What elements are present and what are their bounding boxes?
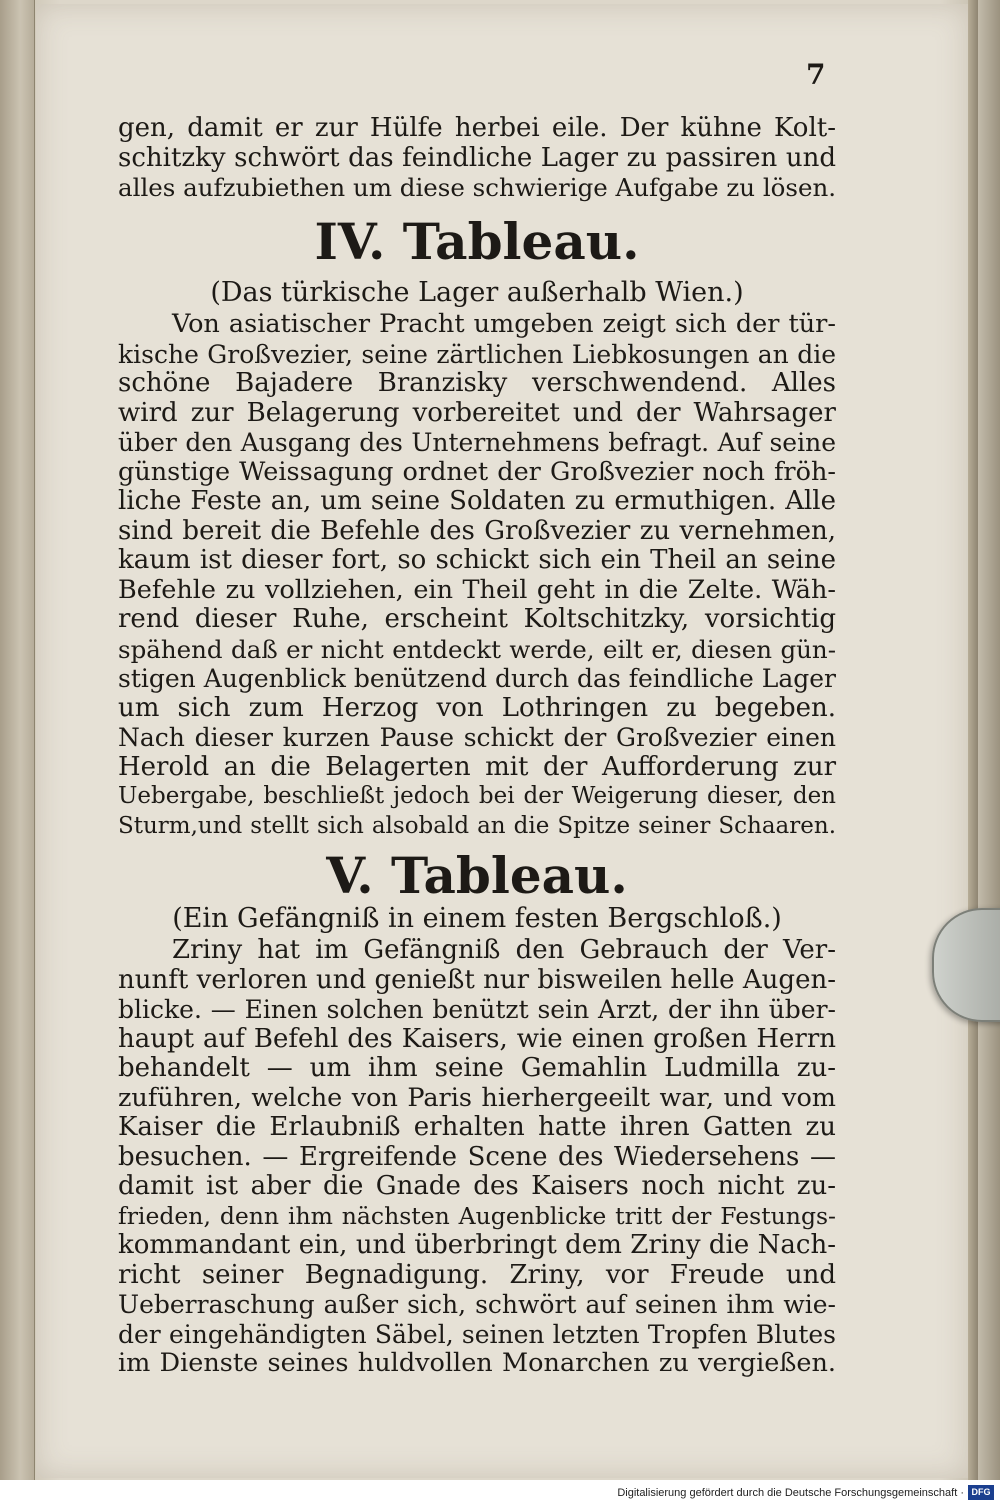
text-line: wird zur Belagerung vorbereitet und der Wahrsager [118, 397, 836, 428]
text-line: stigen Augenblick benützend durch das feindliche Lager [118, 664, 836, 693]
text-line: schitzky schwört das feindliche Lager zu passiren und [118, 142, 836, 173]
text-line: sind bereit die Befehle des Großvezier zu vernehmen, [118, 515, 836, 546]
text-line: nunft verloren und genießt nur bisweilen helle Augen- [118, 964, 836, 995]
text-line: günstige Weissagung ordnet der Großvezier noch fröh- [118, 456, 836, 487]
text-line: liche Feste an, um seine Soldaten zu ermuthigen. Alle [118, 486, 836, 516]
text-line: blicke. — Einen solchen benützt sein Arzt, der ihn über- [118, 995, 836, 1024]
text-line: kommandant ein, und überbringt dem Zriny die Nach- [118, 1230, 836, 1260]
footer-bar [0, 1480, 1000, 1506]
text-line: zuführen, welche von Paris hierhergeeilt war, und vom [118, 1082, 836, 1113]
text-line: besuchen. — Ergreifende Scene des Wiedersehens — [118, 1141, 836, 1172]
text-line: behandelt — um ihm seine Gemahlin Ludmilla zu- [118, 1053, 836, 1083]
text-line: damit ist aber die Gnade des Kaisers noch nicht zu- [118, 1171, 836, 1201]
text-line: Nach dieser kurzen Pause schickt der Großvezier einen [118, 723, 836, 752]
text-line: alles aufzubiethen um diese schwierige Aufgabe zu lösen. [118, 173, 837, 202]
text-line: Sturm,und stellt sich alsobald an die Spitze seiner Schaaren. [118, 812, 836, 839]
text-line: Zriny hat im Gefängniß den Gebrauch der Ver- [172, 935, 836, 965]
text-line: der eingehändigten Säbel, seinen letzten Tropfen Blutes [118, 1319, 836, 1349]
text-line: im Dienste seines huldvollen Monarchen zu vergießen. [118, 1348, 836, 1378]
text-line: richt seiner Begnadigung. Zriny, vor Freude und [118, 1259, 836, 1290]
text-line: kische Großvezier, seine zärtlichen Liebkosungen an die [118, 339, 836, 369]
dfg-logo: DFG [968, 1485, 994, 1500]
text-line: Herold an die Belagerten mit der Aufforderung zur [118, 751, 836, 782]
text-line: spähend daß er nicht entdeckt werde, eilt er, diesen gün- [118, 634, 836, 664]
paragraph-intro [118, 114, 836, 203]
text-line: kaum ist dieser fort, so schickt sich ein Theil an seine [118, 545, 836, 575]
footer-credit: Digitalisierung gefördert durch die Deutsche Forschungsgemeinschaft · [617, 1487, 964, 1499]
page-number: 7 [806, 58, 826, 91]
text-line: schöne Bajadere Branzisky verschwendend. Alles [118, 368, 836, 398]
text-line: Kaiser die Erlaubniß erhalten hatte ihren Gatten zu [118, 1112, 836, 1142]
text-line: Ueberraschung außer sich, schwört auf seinen ihm wie- [118, 1290, 836, 1319]
text-line: Von asiatischer Pracht umgeben zeigt sich der tür- [172, 309, 836, 339]
section-subheading-v: (Ein Gefängniß in einem festen Bergschloß.) [172, 903, 782, 934]
text-line: über den Ausgang des Unternehmens befragt. Auf seine [118, 428, 836, 457]
section-heading-iv: IV. Tableau. [314, 212, 640, 271]
text-line: rend dieser Ruhe, erscheint Koltschitzky, vorsichtig [118, 604, 836, 634]
text-line: Befehle zu vollziehen, ein Theil geht in die Zelte. Wäh- [118, 574, 836, 605]
paragraph-tableau-iv [118, 310, 836, 841]
previous-page-edge [0, 0, 35, 1480]
text-line: um sich zum Herzog von Lothringen zu begeben. [118, 692, 836, 723]
text-line: gen, damit er zur Hülfe herbei eile. Der kühne Kolt- [118, 113, 836, 143]
text-line: frieden, denn ihm nächsten Augenblicke tritt der Festungs- [118, 1201, 836, 1230]
section-subheading-iv: (Das türkische Lager außerhalb Wien.) [210, 277, 744, 308]
page-edge-shadow [968, 0, 978, 1480]
text-line: haupt auf Befehl des Kaisers, wie einen großen Herrn [118, 1023, 836, 1054]
text-line: Uebergabe, beschließt jedoch bei der Weigerung dieser, den [118, 783, 836, 809]
paragraph-tableau-v [118, 936, 836, 1379]
section-heading-v: V. Tableau. [326, 846, 628, 905]
